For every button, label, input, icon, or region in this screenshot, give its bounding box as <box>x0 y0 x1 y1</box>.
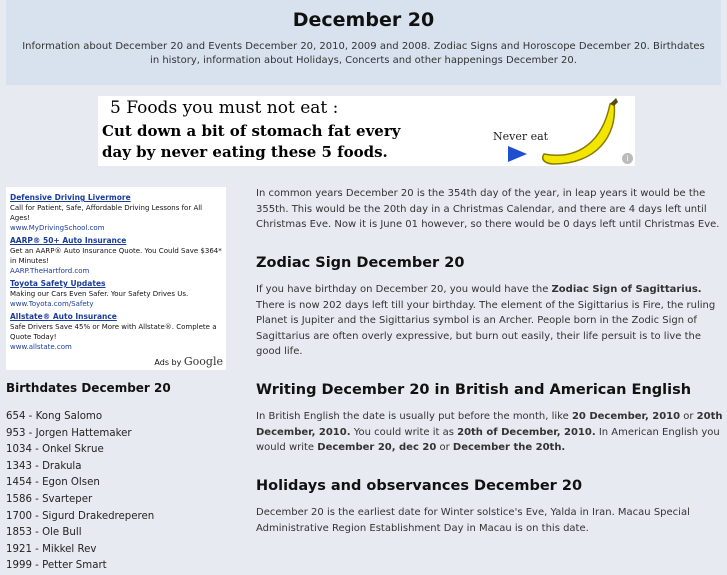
list-item: 1586 - Svarteper <box>6 493 93 505</box>
list-item: 953 - Jorgen Hattemaker <box>6 427 132 439</box>
banner-line-1: 5 Foods you must not eat : <box>110 98 339 118</box>
list-item: 1700 - Sigurd Drakedreperen <box>6 510 155 522</box>
list-item: 1034 - Onkel Skrue <box>6 444 104 456</box>
date-format: 20th December, 2010. <box>256 411 723 438</box>
ad-title-link[interactable]: AARP® 50+ Auto Insurance <box>10 236 127 245</box>
writing-text: In American English you would write <box>256 426 720 453</box>
writing-heading: Writing December 20 in British and American English <box>256 381 692 398</box>
zodiac-sign: Zodiac Sign of Sagittarius. <box>551 284 702 295</box>
banner-line-3: day by never eating these 5 foods. <box>102 143 388 161</box>
ad-item <box>6 235 226 276</box>
ad-item <box>6 278 226 309</box>
intro-paragraph: In common years December 20 is the 354th day of the year, in leap years it would be the 355th. This would be the 20th day in a Christmas Calendar, and there are 4 days left until Christmas Eve. Now it is June 01 however, so there would be 0 days left until Christmas Eve. <box>256 188 720 230</box>
main-content <box>256 186 727 536</box>
ad-title-link[interactable]: Allstate® Auto Insurance <box>10 312 117 321</box>
page-description: Information about December 20 and Events December 20, 2010, 2009 and 2008. Zodiac Signs and Horoscope December 20. Birthdates in history, information about Holidays, Concerts and other happenings December 20. <box>22 41 705 66</box>
writing-text: or <box>680 411 697 422</box>
date-format: December 20, dec 20 <box>317 442 437 453</box>
ad-info-icon[interactable]: i <box>622 153 633 164</box>
list-item: 1853 - Ole Bull <box>6 527 82 539</box>
list-item: 1921 - Mikkel Rev <box>6 543 97 555</box>
ad-url[interactable]: www.Toyota.com/Safety <box>10 300 94 308</box>
holidays-heading: Holidays and observances December 20 <box>256 477 583 494</box>
holidays-paragraph: December 20 is the earliest date for Winter solstice's Eve, Yalda in Iran. Macau Special Administrative Region Establishment Day in Macau is on this date. <box>256 507 690 534</box>
ad-description: Safe Drivers Save 45% or More with Allstate®. Complete a Quote Today! <box>10 323 217 341</box>
zodiac-text: If you have birthday on December 20, you would have the <box>256 284 552 295</box>
writing-text: In British English the date is usually put before the month, like <box>256 411 572 422</box>
ad-url[interactable]: www.allstate.com <box>10 343 72 351</box>
zodiac-text: There is now 202 days left till your birthday. The element of the Sigittarius is Fire, the ruling Planet is Jupiter and the Sigittarius symbol is an Archer. People born in the Zodic Sign of Sagittarius are often overly expressive, but burn out easily, their life persuit is to live the good life. <box>256 299 716 357</box>
ad-title-link[interactable]: Toyota Safety Updates <box>10 279 106 288</box>
writing-paragraph <box>256 409 727 456</box>
banana-icon <box>536 96 626 166</box>
play-arrow-icon[interactable] <box>508 146 528 162</box>
banner-line-2: Cut down a bit of stomach fat every <box>102 122 401 140</box>
ad-url[interactable]: www.MyDrivingSchool.com <box>10 224 105 232</box>
ad-url[interactable]: AARP.TheHartford.com <box>10 267 90 275</box>
ad-item <box>6 311 226 352</box>
birthdates-list <box>6 409 154 575</box>
ads-box <box>6 187 226 370</box>
list-item: 1454 - Egon Olsen <box>6 477 100 489</box>
ad-description: Get an AARP® Auto Insurance Quote. You Could Save $364* in Minutes! <box>10 247 222 265</box>
page-title: December 20 <box>292 9 435 31</box>
date-format: 20 December, 2010 <box>571 411 681 422</box>
banner-side-text: Never eat <box>493 130 549 143</box>
google-logo: Google <box>183 355 223 368</box>
ad-description: Call for Patient, Safe, Affordable Driving Lessons for All Ages! <box>10 204 203 222</box>
writing-text: You could write it as <box>350 426 458 438</box>
list-item: 1343 - Drakula <box>6 460 82 472</box>
ads-by-label: Ads by <box>154 358 182 367</box>
writing-text: or <box>436 442 453 453</box>
banner-ad[interactable] <box>98 96 635 166</box>
page-header <box>6 0 721 85</box>
list-item: 654 - Kong Salomo <box>6 411 103 422</box>
ad-item <box>6 192 226 233</box>
birthdates-heading: Birthdates December 20 <box>6 381 171 395</box>
date-format: 20th of December, 2010. <box>457 426 596 438</box>
ad-title-link[interactable]: Defensive Driving Livermore <box>10 193 131 202</box>
ad-description: Making our Cars Even Safer. Your Safety Drives Us. <box>10 290 189 298</box>
list-item: 1999 - Petter Smart <box>6 560 107 572</box>
date-format: December the 20th. <box>452 442 566 453</box>
zodiac-heading: Zodiac Sign December 20 <box>256 254 465 271</box>
zodiac-paragraph <box>256 282 727 360</box>
ads-by-google[interactable] <box>154 355 223 368</box>
